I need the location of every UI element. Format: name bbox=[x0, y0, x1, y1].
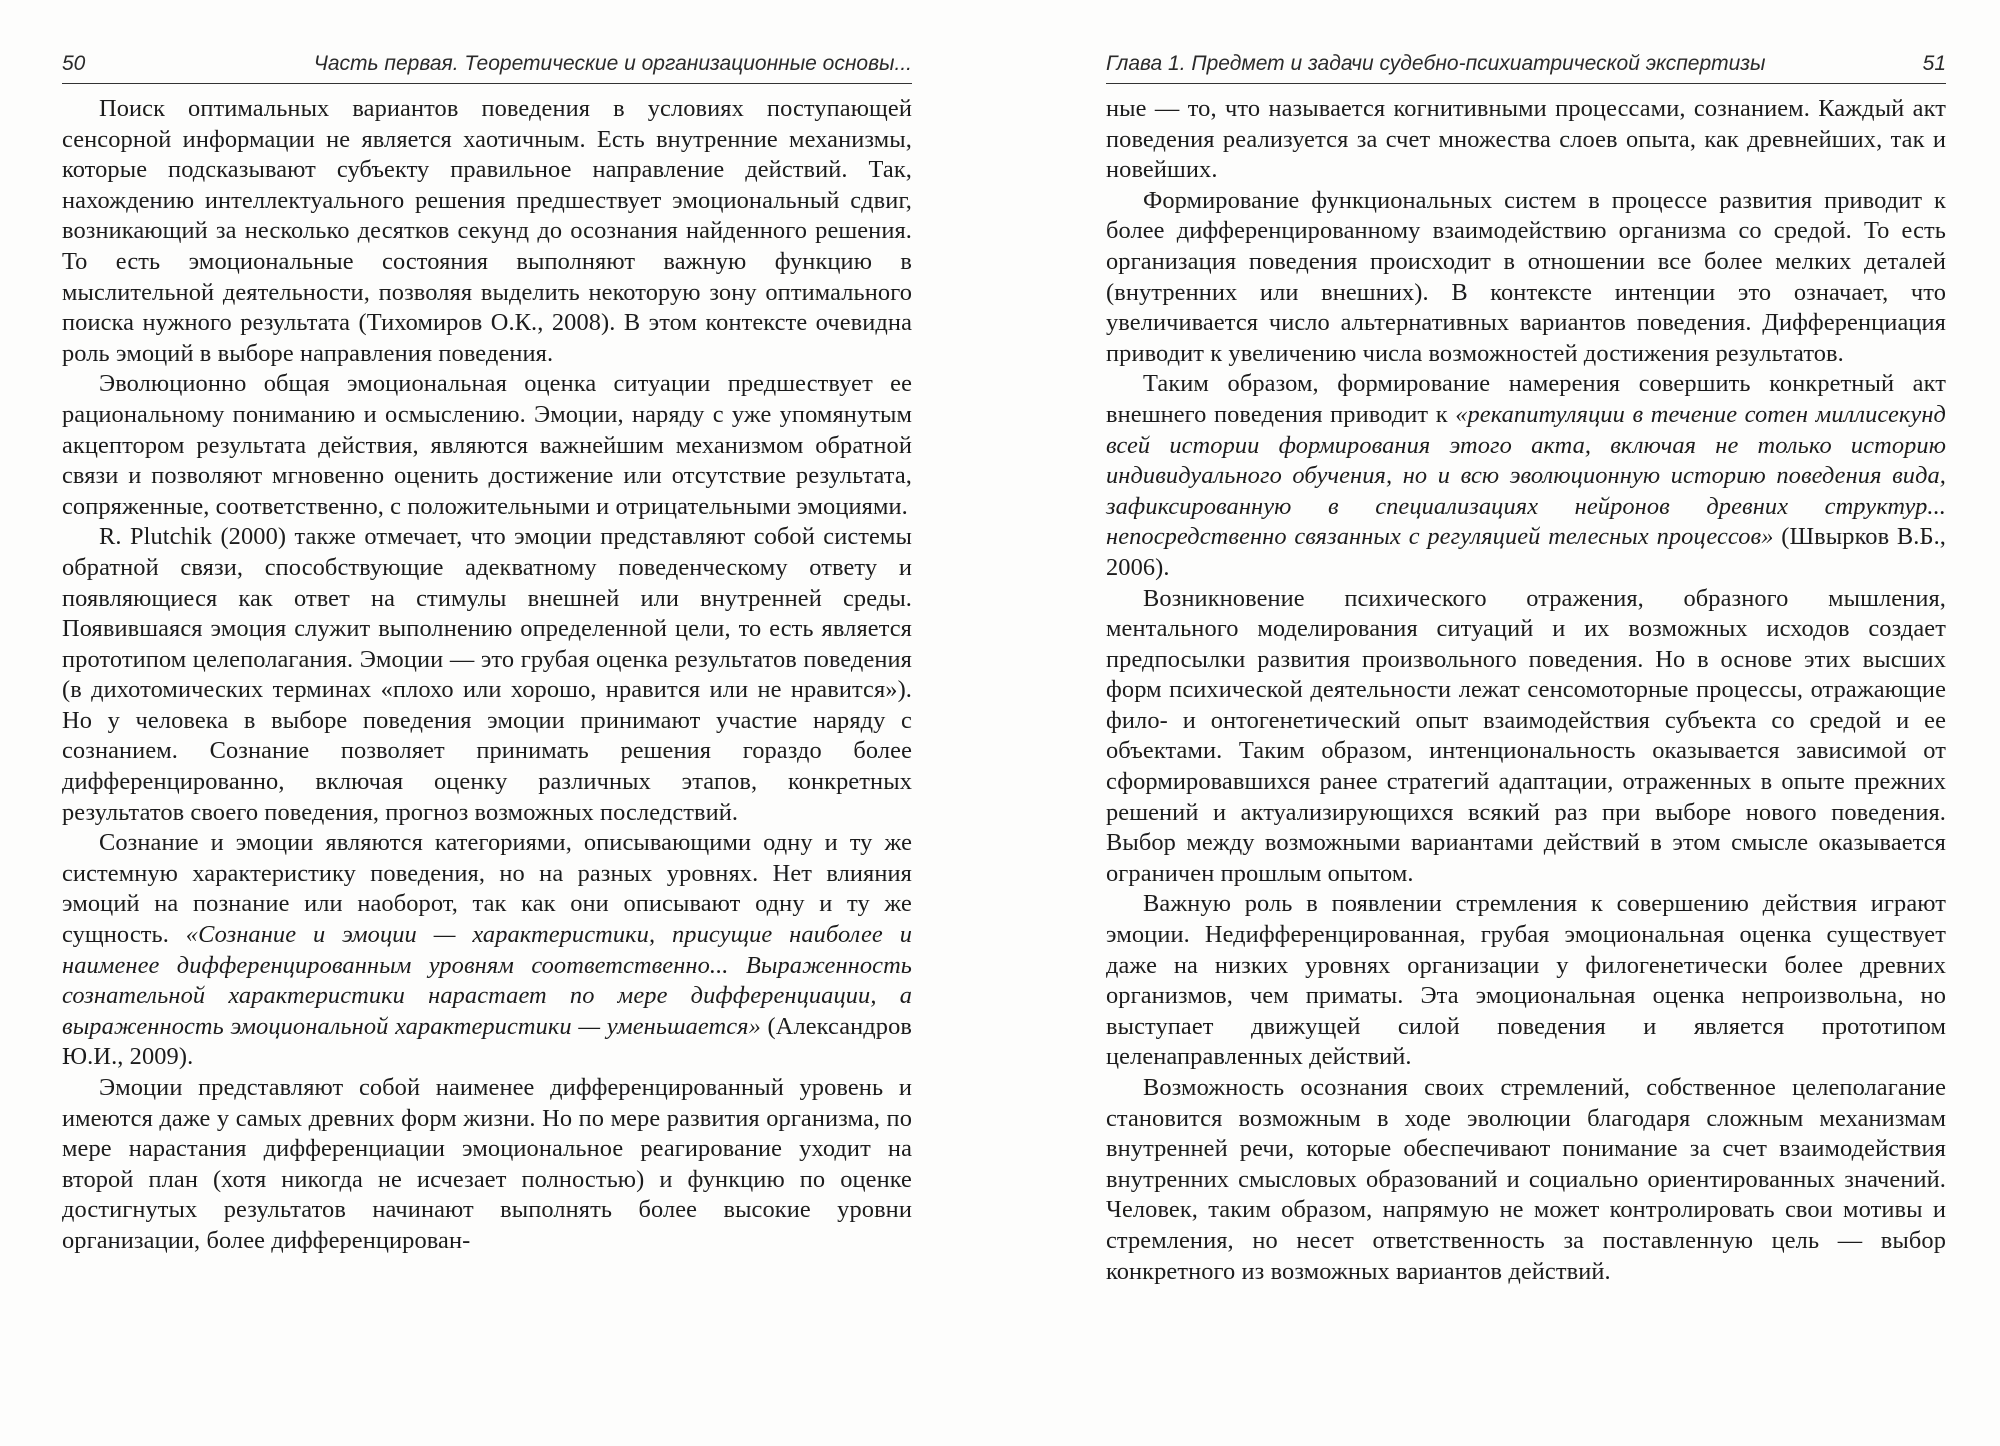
paragraph-text: Таким образом, формирование намерения совершить конкретный акт внешнего поведения приводит к bbox=[1106, 370, 1946, 428]
right-page-number: 51 bbox=[1922, 52, 1946, 75]
right-paragraph bbox=[1106, 889, 1946, 1073]
quote-text: «рекапитуляции в течение сотен миллисекунд всей истории формирования этого акта, включая не только историю индивидуального обучения, но и всю эволюционную историю поведения вида, зафиксированную в специализациях нейронов древних структур... непосредственно связанных с регуляцией телесных процессов» bbox=[1106, 400, 1946, 551]
paragraph-text: Эмоции представляют собой наименее дифференцированный уровень и имеются даже у самых древних форм жизни. Но по мере развития организма, по мере нарастания дифференциации эмоциональное реагирование уходит на второй план (хотя никогда не исчезает полностью) и функцию по оценке достигнутых результатов начинают выполнять более высокие уровни организации, более дифференцирован- bbox=[62, 1074, 912, 1254]
left-paragraph bbox=[62, 828, 912, 1073]
right-paragraph bbox=[1106, 186, 1946, 370]
paragraph-text: (Александров Ю.И., 2009). bbox=[62, 1012, 912, 1071]
paragraph-text: Возникновение психического отражения, образного мышления, ментального моделирования ситуаций и их возможных исходов создает предпосылки развития произвольного поведения. Но в основе этих высших форм психической деятельности лежат сенсомоторные процессы, отражающие фило- и онтогенетический опыт взаимодействия субъекта со средой и ее объектами. Таким образом, интенциональность оказывается зависимой от сформировавшихся ранее стратегий адаптации, отраженных в опыте прежних решений и актуализирующихся всякий раз при выборе нового поведения. Выбор между возможными вариантами действий в этом смысле оказывается ограничен прошлым опытом. bbox=[1106, 584, 1946, 887]
left-page-number: 50 bbox=[62, 52, 86, 75]
paragraph-text: Возможность осознания своих стремлений, собственное целеполагание становится возможным в ходе эволюции благодаря сложным механизмам внутренней речи, которые обеспечивают понимание за счет взаимодействия внутренних смысловых образований и социально ориентированных значений. Человек, таким образом, напрямую не может контролировать свои мотивы и стремления, но несет ответственность за поставленную цель — выбор конкретного из возможных вариантов действий. bbox=[1106, 1074, 1946, 1285]
left-paragraph bbox=[62, 522, 912, 828]
left-paragraph bbox=[62, 1073, 912, 1257]
right-paragraph bbox=[1106, 1073, 1946, 1287]
right-paragraph bbox=[1106, 369, 1946, 583]
paragraph-text: Важную роль в появлении стремления к совершению действия играют эмоции. Недифференцированная, грубая эмоциональная оценка существует даже на низких уровнях организации у филогенетически более древних организмов, чем приматы. Эта эмоциональная оценка непроизвольна, но выступает движущей силой поведения и является прототипом целенаправленных действий. bbox=[1106, 890, 1946, 1071]
continuation-paragraph: ные — то, что называется когнитивными процессами, сознанием. Каждый акт поведения реализуется за счет множества слоев опыта, как древнейших, так и новейших. bbox=[1106, 95, 1946, 184]
left-paragraph bbox=[62, 94, 912, 369]
paragraph-text: Поиск оптимальных вариантов поведения в условиях поступающей сенсорной информации не является хаотичным. Есть внутренние механизмы, которые подсказывают субъекту правильное направление действий. Так, нахождению интеллектуального решения предшествует эмоциональный сдвиг, возникающий за несколько десятков секунд до осознания найденного решения. То есть эмоциональные состояния выполняют важную функцию в мыслительной деятельности, позволяя выделить некоторую зону оптимального поиска нужного результата (Тихомиров О.К., 2008). В этом контексте очевидна роль эмоций в выборе направления поведения. bbox=[62, 95, 912, 367]
paragraph-text: Сознание и эмоции являются категориями, описывающими одну и ту же системную характеристику поведения, но на разных уровнях. Нет влияния эмоций на познание или наоборот, так как они описывают одну и ту же сущность. bbox=[62, 829, 912, 949]
left-paragraph bbox=[62, 369, 912, 522]
right-paragraph bbox=[1106, 584, 1946, 890]
right-running-head-title: Глава 1. Предмет и задачи судебно-психиатрической экспертизы bbox=[1106, 52, 1766, 75]
paragraph-text: (Швырков В.Б., 2006). bbox=[1106, 523, 1946, 581]
left-body-text bbox=[62, 94, 912, 1257]
paragraph-text: Эволюционно общая эмоциональная оценка ситуации предшествует ее рациональному пониманию и осмыслению. Эмоции, наряду с уже упомянутым акцептором результата действия, являются важнейшим механизмом обратной связи и позволяют мгновенно оценить достижение или отсутствие результата, сопряженные, соответственно, с положительными и отрицательными эмоциями. bbox=[62, 370, 912, 520]
right-body-text bbox=[1106, 94, 1946, 1287]
right-page bbox=[1000, 0, 2000, 1446]
paragraph-text: R. Plutchik (2000) также отмечает, что эмоции представляют собой системы обратной связи, способствующие адекватному поведенческому ответу и появляющиеся как ответ на стимулы внешней или внутренней среды. Появившаяся эмоция служит выполнению определенной цели, то есть является прототипом целеполагания. Эмоции — это грубая оценка результатов поведения (в дихотомических терминах «плохо или хорошо, нравится или не нравится»). Но у человека в выборе поведения эмоции принимают участие наряду с сознанием. Сознание позволяет принимать решения гораздо более дифференцированно, включая оценку различных этапов, конкретных результатов своего поведения, прогноз возможных последствий. bbox=[62, 523, 912, 826]
right-running-head bbox=[1106, 52, 1946, 84]
quote-text: «Сознание и эмоции — характеристики, присущие наиболее и наименее дифференцированным уровням соответственно... Выраженность сознательной характеристики нарастает по мере дифференциации, а выраженность эмоциональной характеристики — уменьшается» bbox=[62, 921, 912, 1040]
left-running-head bbox=[62, 52, 912, 84]
paragraph-text: Формирование функциональных систем в процессе развития приводит к более дифференцированному взаимодействию организма со средой. То есть организация поведения происходит в отношении все более мелких деталей (внутренних или внешних). В контексте интенции это означает, что увеличивается число альтернативных вариантов поведения. Дифференциация приводит к увеличению числа возможностей достижения результатов. bbox=[1106, 186, 1946, 367]
left-running-head-title: Часть первая. Теоретические и организационные основы... bbox=[313, 52, 912, 75]
